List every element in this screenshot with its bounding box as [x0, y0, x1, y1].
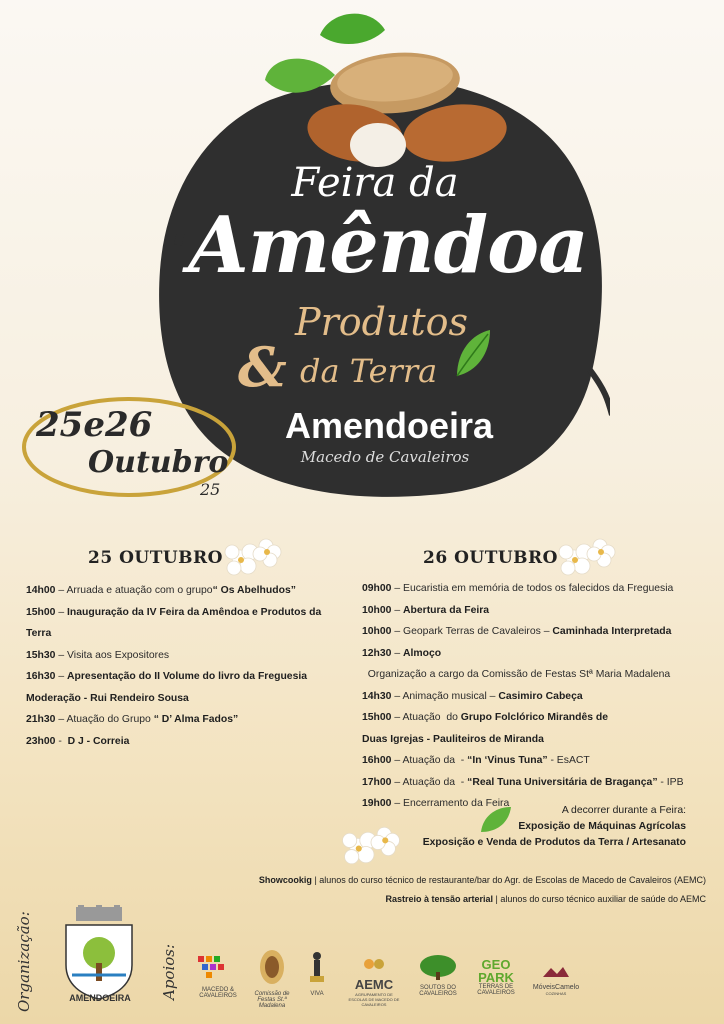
program-time: 14h00: [26, 585, 56, 596]
title-feira-da: Feira da: [291, 160, 459, 206]
program-text: – Visita aos Expositores: [55, 649, 170, 661]
title-da-terra: da Terra: [300, 352, 438, 390]
date-days: 25e26: [36, 405, 153, 445]
program-line: [362, 578, 702, 600]
leaf-icon: [452, 326, 494, 381]
program-line: [362, 686, 702, 708]
program-line: [26, 580, 356, 602]
program-line: [362, 772, 702, 794]
note-showcooking: Showcookig | alunos do curso técnico de restaurante/bar do Agr. de Escolas de Macedo de Cavaleiros (AEMC): [258, 875, 706, 885]
date-year: 25: [200, 480, 221, 499]
almond-blossom-icon: [334, 818, 408, 874]
logo-viva: VIVA: [302, 950, 332, 997]
program-highlight: Terra: [26, 628, 52, 639]
program-time: 09h00: [362, 583, 392, 594]
program-highlight: Duas Igrejas - Pauliteiros de Miranda: [362, 733, 544, 745]
program-time: 21h30: [26, 714, 56, 725]
program-highlight: D J - Correia: [67, 735, 130, 747]
program-highlight: Inauguração da IV Feira da Amêndoa e Produtos da: [67, 606, 322, 618]
program-time: 10h00: [362, 626, 392, 637]
program-line: [362, 600, 702, 622]
program-line: [362, 707, 702, 729]
day2-heading: 26 OUTUBRO: [423, 548, 558, 568]
program-time: 23h00: [26, 735, 56, 747]
program-highlight: Abertura da Feira: [403, 604, 490, 616]
program-text: – Eucaristia em memória de todos os falecidos da Freguesia: [391, 583, 674, 594]
program-line: [362, 750, 702, 772]
program-highlight: “ D’ Alma Fados”: [153, 714, 239, 725]
program-time: 17h00: [362, 776, 392, 788]
program-time: 15h30: [26, 649, 56, 661]
program-highlight: Almoço: [403, 647, 442, 659]
program-text: – Animação musical –: [391, 690, 499, 702]
program-time: 16h30: [26, 671, 56, 682]
moveis-camelo-logo-icon: [541, 965, 571, 979]
crest-caption: AMENDOEIRA: [69, 993, 131, 1003]
macedo-logo-icon: [196, 952, 232, 982]
day1-program: [26, 580, 356, 752]
almond-blossom-icon: [218, 530, 288, 585]
program-line: [362, 664, 702, 686]
title-ampersand: &: [238, 335, 287, 399]
program-line: [26, 602, 356, 624]
program-time: 15h00: [26, 606, 56, 618]
title-place-subtitle: Macedo de Cavaleiros: [300, 448, 470, 466]
program-highlight: Grupo Folclórico Mirandês de: [460, 712, 609, 723]
program-line: [362, 643, 702, 665]
soutos-logo-icon: [418, 954, 458, 980]
apoios-label: Apoios:: [160, 943, 178, 1000]
program-time: 15h00: [362, 712, 392, 723]
logo-soutos: SOUTOS DO CAVALEIROS: [414, 954, 462, 997]
extras-item-1: Exposição de Máquinas Agrícolas: [518, 821, 686, 832]
fair-extras: [423, 803, 686, 851]
program-time: 10h00: [362, 604, 392, 616]
logo-comissao: Comissão de Festas St.ª Madalena: [250, 948, 294, 1009]
program-line: [26, 623, 356, 645]
program-highlight: “ Os Abelhudos”: [212, 585, 296, 596]
amendoeira-crest-icon: [58, 905, 140, 1007]
program-tail: - EsACT: [547, 755, 590, 766]
program-time: 14h30: [362, 690, 392, 702]
program-text: – Encerramento da Feira: [391, 798, 510, 809]
program-highlight: Apresentação do II Volume do livro da Freguesia: [67, 671, 308, 682]
aemc-logo-icon: [363, 956, 385, 972]
program-text: –: [391, 604, 404, 616]
title-place: Amendoeira: [285, 405, 494, 446]
program-highlight: “In ‘Vinus Tuna”: [467, 755, 548, 766]
title-amendoa: Amêndoa: [188, 200, 588, 291]
program-line: [26, 645, 356, 667]
program-line: [26, 688, 356, 710]
program-text: – Atuação do Grupo: [55, 714, 154, 725]
day2-program: [362, 578, 702, 815]
program-line: [26, 709, 356, 731]
logo-macedo: MACEDO & CAVALEIROS: [196, 952, 240, 999]
program-time: 16h00: [362, 755, 392, 766]
program-text: –: [55, 606, 68, 618]
program-line: [26, 731, 356, 753]
comissao-logo-icon: [258, 948, 286, 986]
extras-item-2: Exposição e Venda de Produtos da Terra / Artesanato: [422, 837, 686, 848]
logo-geopark: GEO PARK TERRAS DE CAVALEIROS: [477, 957, 515, 996]
program-highlight: “Real Tuna Universitária de Bragança”: [467, 776, 658, 788]
program-line: [362, 729, 702, 751]
logo-moveis-camelo: MóveisCamelo COZINHAS: [530, 965, 582, 996]
almond-blossom-icon: [552, 530, 622, 585]
viva-logo-icon: [306, 950, 328, 986]
program-text: – Geopark Terras de Cavaleiros –: [391, 626, 553, 637]
date-month: Outubro: [88, 445, 229, 480]
title-produtos: Produtos: [295, 300, 469, 344]
program-time: 19h00: [362, 798, 392, 809]
activity-notes: [259, 871, 706, 909]
note-rastreio: Rastreio à tensão arterial | alunos do curso técnico auxiliar de saúde do AEMC: [385, 894, 706, 904]
program-text: – Atuação da -: [391, 776, 468, 788]
program-highlight: Caminhada Interpretada: [552, 626, 672, 637]
almonds-illustration: [260, 5, 510, 175]
program-text: Organização a cargo da Comissão de Festas Stª Maria Madalena: [362, 669, 671, 680]
program-highlight: Casimiro Cabeça: [498, 690, 583, 702]
day1-heading: 25 OUTUBRO: [88, 548, 223, 568]
program-tail: - IPB: [657, 776, 684, 788]
program-text: – Atuação do: [391, 712, 461, 723]
program-text: –: [391, 647, 404, 659]
program-line: [362, 621, 702, 643]
logo-aemc: AEMC AGRUPAMENTO DE ESCOLAS DE MACEDO DE CAVALEIROS: [346, 956, 402, 1007]
program-highlight: Moderação - Rui Rendeiro Sousa: [26, 692, 189, 704]
program-text: –: [55, 671, 68, 682]
program-text: -: [55, 735, 68, 747]
program-line: [26, 666, 356, 688]
organizacao-label: Organização:: [15, 911, 33, 1012]
program-time: 12h30: [362, 647, 392, 659]
program-text: – Arruada e atuação com o grupo: [55, 585, 213, 596]
program-text: – Atuação da -: [391, 755, 468, 766]
extras-intro: A decorrer durante a Feira:: [561, 805, 686, 816]
